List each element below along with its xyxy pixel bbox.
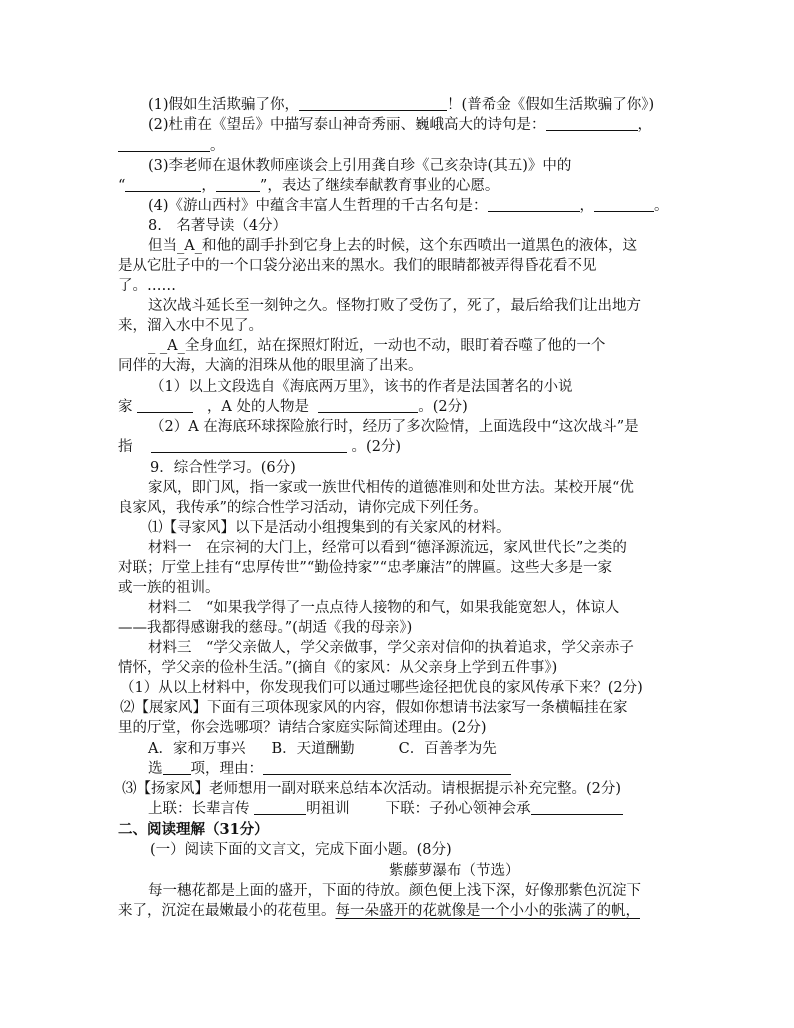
q8-p3-l2: 同伴的大海，大滴的泪珠从他的眼里滴了出来。 [118,358,423,374]
q9-material2: 材料二 “如果我学得了一点点待人接物的和气，如果我能宽恕人，体谅人 [148,600,620,616]
blank[interactable] [151,438,347,453]
q9-intro: 家风，即门风，指一家或一族世代相传的道德准则和处世方法。某校开展“优 [148,480,634,496]
poetry-q1: (1)假如生活欺骗了你， ！(普希金《假如生活欺骗了你》) [148,97,655,113]
blank[interactable] [163,760,191,775]
q8-p2: 这次战斗延长至一刻钟之久。怪物打败了受伤了，死了，最后给我们让出地方 [148,298,641,314]
q8-p1-l3: 了。…… [118,278,176,294]
q9-material3: 材料三 “学父亲做人，学父亲做事，学父亲对信仰的执着追求，学父亲赤子 [148,640,634,656]
q9-task1: ⑴【寻家风】以下是活动小组搜集到的有关家风的材料。 [148,520,511,536]
passage-p1: 每一穗花都是上面的盛开，下面的待放。颜色便上浅下深，好像那紫色沉淀下 [148,883,641,899]
q8-sub2-l2: 指 。(2分) [118,439,402,455]
section2-sub1: (一）阅读下面的文言文，完成下面小题。(8分) [150,842,452,858]
passage-title: 紫藤萝瀑布（节选） [389,863,520,879]
q9-title: 9．综合性学习。(6分) [150,460,296,476]
q8-sub2: （2）A 在海底环球探险旅行时，经历了多次险情，上面选段中“这次战斗”是 [150,419,639,435]
underlined-sentence: 每一朵盛开的花就像是一个小小的张满了的帆， [335,903,640,919]
blank[interactable] [216,177,260,192]
blank[interactable] [125,177,201,192]
option-c: C．百善孝为先 [398,741,497,757]
q8-p2-l2: 来，溜入水中不见了。 [118,318,263,334]
q8-title: 8. 名著导读（4分） [148,218,288,234]
blank[interactable] [137,398,193,413]
q9-task3: ⑶【扬家风】老师想用一副对联来总结本次活动。请根据提示补充完整。(2分) [122,781,622,797]
q8-p1-l2: 是从它肚子中的一个口袋分泌出来的黑水。我们的眼睛都被弄得昏花看不见 [118,258,597,274]
poetry-q3: (3)李老师在退休教师座谈会上引用龚自珍《己亥杂诗(其五)》中的 [148,158,572,174]
q9-material1-l2: 对联；厅堂上挂有“忠厚传世”“勤俭持家”“忠孝廉洁”的牌匾。这些大多是一家 [118,560,612,576]
option-b: B．天道酬勤 [271,741,355,757]
poetry-q3-cont: “ ， ”，表达了继续奉献教育事业的心愿。 [118,178,500,194]
poetry-q2-cont: 。 [118,136,225,156]
blank[interactable] [318,398,418,413]
blank[interactable] [531,800,623,815]
blank[interactable] [594,197,654,212]
q8-sub1-l2: 家 ，A 处的人物是 。(2分) [118,399,468,415]
q9-couplet: 上联：长辈言传 明祖训 下联：子孙心领神会承 [148,799,623,819]
q9-intro-l2: 良家风，我传承”的综合性学习活动，请你完成下列任务。 [118,500,488,516]
q8-sub1: （1）以上文段选自《海底两万里》，该书的作者是法国著名的小说 [150,379,573,395]
blank[interactable] [546,116,638,131]
blank[interactable] [263,760,511,775]
q8-p1: 但当_A_和他的副手扑到它身上去的时候，这个东西喷出一道黑色的液体，这 [148,238,637,254]
q9-choose: 选 项，理由： [148,759,511,779]
poetry-q2: (2)杜甫在《望岳》中描写泰山神奇秀丽、巍峨高大的诗句是： ， [148,117,653,133]
poetry-q4: (4)《游山西村》中蕴含丰富人生哲理的千古名句是： ， 。 [148,198,669,214]
blank[interactable] [299,96,447,111]
q9-q1: （1）从以上材料中，你发现我们可以通过哪些途径把优良的家风传承下来？(2分) [120,680,643,696]
blank[interactable] [118,137,210,152]
section2-title: 二、阅读理解（31分） [118,821,269,838]
q9-task2-l2: 里的厅堂，你会选哪项？请结合家庭实际简述理由。(2分) [118,720,487,736]
q9-material1-l3: 或一族的祖训。 [118,580,220,596]
q8-p3: _ _A_全身血红，站在探照灯附近，一动也不动，眼盯着吞噬了他的一个 [148,338,606,354]
q9-material3-l2: 情怀，学父亲的俭朴生活。”(摘自《的家风：从父亲身上学到五件事》) [118,660,558,676]
q9-task2: ⑵【展家风】下面有三项体现家风的内容，假如你想请书法家写一条横幅挂在家 [120,700,628,716]
option-a: A．家和万事兴 [148,741,246,757]
q9-material1: 材料一 在宗祠的大门上，经常可以看到“德泽源流远，家风世代长”之类的 [148,540,627,556]
passage-p1-l2: 来了，沉淀在最嫩最小的花苞里。每一朵盛开的花就像是一个小小的张满了的帆， [118,903,640,919]
q9-material2-l2: ——我都得感谢我的慈母。”(胡适《我的母亲》) [118,620,413,636]
blank[interactable] [254,800,306,815]
blank[interactable] [488,197,580,212]
q9-options [148,739,497,759]
